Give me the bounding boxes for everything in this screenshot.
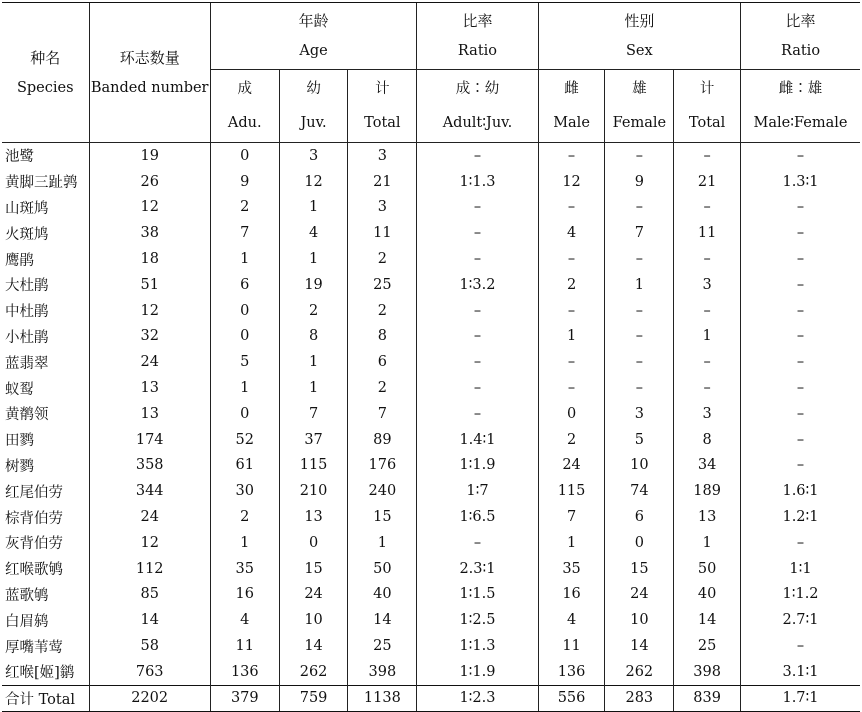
cell-male: 16	[538, 582, 605, 608]
cell-age-total: 3	[348, 195, 417, 221]
cell-sex-total: 34	[674, 453, 741, 479]
col-banded-header	[89, 3, 210, 143]
cell-age-total: 398	[348, 659, 417, 685]
cell-sex-ratio: 3.1∶1	[741, 659, 860, 685]
cell-female: –	[605, 298, 674, 324]
cell-male: 115	[538, 478, 605, 504]
cell-male: –	[538, 298, 605, 324]
cell-age-total: 240	[348, 478, 417, 504]
table-row	[2, 324, 860, 350]
cell-banded: 85	[89, 582, 210, 608]
cell-banded: 24	[89, 504, 210, 530]
cell-juv: 12	[279, 169, 348, 195]
cell-sex-total: 40	[674, 582, 741, 608]
sex-total-header-cn: 计	[674, 70, 741, 105]
cell-age-ratio: –	[417, 349, 538, 375]
table-row	[2, 298, 860, 324]
cell-adu: 61	[210, 453, 279, 479]
cell-banded: 26	[89, 169, 210, 195]
cell-banded: 51	[89, 272, 210, 298]
table-row	[2, 246, 860, 272]
cell-female: –	[605, 349, 674, 375]
cell-banded: 32	[89, 324, 210, 350]
cell-total-adu: 379	[210, 685, 279, 711]
cell-age-ratio: –	[417, 298, 538, 324]
cell-age-ratio: 2.3∶1	[417, 556, 538, 582]
cell-male: 2	[538, 272, 605, 298]
cell-sex-ratio: –	[741, 375, 860, 401]
cell-age-ratio: 1∶1.3	[417, 633, 538, 659]
cell-age-total: 1	[348, 530, 417, 556]
cell-sex-ratio: –	[741, 349, 860, 375]
age-ratio-header-en: Ratio	[457, 43, 498, 59]
table-row	[2, 349, 860, 375]
cell-sex-ratio: –	[741, 220, 860, 246]
male-female-header-en: Male∶Female	[741, 104, 860, 143]
cell-juv: 4	[279, 220, 348, 246]
cell-female: 262	[605, 659, 674, 685]
cell-age-total: 21	[348, 169, 417, 195]
table-row	[2, 530, 860, 556]
cell-male: –	[538, 143, 605, 169]
cell-age-ratio: –	[417, 401, 538, 427]
cell-adu: 0	[210, 324, 279, 350]
cell-sex-ratio: –	[741, 298, 860, 324]
cell-juv: 0	[279, 530, 348, 556]
cell-sex-ratio: –	[741, 143, 860, 169]
cell-sex-total: 14	[674, 607, 741, 633]
cell-juv: 15	[279, 556, 348, 582]
cell-male: 2	[538, 427, 605, 453]
cell-age-ratio: 1∶1.9	[417, 659, 538, 685]
cell-adu: 7	[210, 220, 279, 246]
cell-sex-ratio: –	[741, 324, 860, 350]
cell-age-ratio: –	[417, 143, 538, 169]
table-row	[2, 633, 860, 659]
cell-total-sex-ratio: 1.7∶1	[741, 685, 860, 711]
cell-adu: 4	[210, 607, 279, 633]
cell-banded: 13	[89, 401, 210, 427]
cell-species: 红喉歌鸲	[5, 562, 63, 579]
cell-sex-ratio: –	[741, 633, 860, 659]
banded-header-en: Banded number	[90, 79, 209, 96]
cell-species: 蚁䴕	[5, 381, 34, 398]
cell-male: –	[538, 246, 605, 272]
cell-sex-ratio: –	[741, 453, 860, 479]
cell-age-ratio: –	[417, 530, 538, 556]
cell-sex-ratio: 1∶1	[741, 556, 860, 582]
cell-juv: 10	[279, 607, 348, 633]
table-row	[2, 375, 860, 401]
cell-female: –	[605, 195, 674, 221]
table-row	[2, 504, 860, 530]
cell-female: –	[605, 246, 674, 272]
table-row	[2, 582, 860, 608]
cell-female: –	[605, 375, 674, 401]
cell-age-total: 14	[348, 607, 417, 633]
cell-sex-total: –	[674, 143, 741, 169]
cell-species: 大杜鹃	[5, 278, 49, 295]
cell-adu: 6	[210, 272, 279, 298]
cell-male: 4	[538, 607, 605, 633]
cell-total-male: 556	[538, 685, 605, 711]
cell-species: 红喉[姬]鹟	[5, 665, 75, 682]
cell-juv: 3	[279, 143, 348, 169]
sex-header-en: Sex	[625, 43, 653, 59]
cell-species: 蓝翡翠	[5, 355, 49, 372]
cell-banded: 58	[89, 633, 210, 659]
cell-female: 5	[605, 427, 674, 453]
cell-sex-ratio: 1.6∶1	[741, 478, 860, 504]
cell-banded: 12	[89, 530, 210, 556]
cell-female: 0	[605, 530, 674, 556]
cell-sex-total: 1	[674, 530, 741, 556]
cell-juv: 24	[279, 582, 348, 608]
cell-sex-ratio: –	[741, 246, 860, 272]
cell-banded: 24	[89, 349, 210, 375]
cell-adu: 52	[210, 427, 279, 453]
cell-adu: 0	[210, 143, 279, 169]
cell-age-total: 3	[348, 143, 417, 169]
sex-header-cn: 性别	[624, 12, 655, 30]
cell-species: 小杜鹃	[5, 329, 49, 346]
cell-banded: 19	[89, 143, 210, 169]
cell-species: 蓝歌鸲	[5, 587, 49, 604]
cell-male: –	[538, 375, 605, 401]
cell-banded: 112	[89, 556, 210, 582]
cell-banded: 18	[89, 246, 210, 272]
cell-juv: 262	[279, 659, 348, 685]
cell-total-banded: 2202	[89, 685, 210, 711]
cell-banded: 344	[89, 478, 210, 504]
cell-age-ratio: 1∶2.5	[417, 607, 538, 633]
cell-sex-total: 8	[674, 427, 741, 453]
cell-male: –	[538, 349, 605, 375]
cell-juv: 8	[279, 324, 348, 350]
sex-total-header-en: Total	[674, 104, 741, 143]
cell-age-total: 25	[348, 633, 417, 659]
banding-table	[2, 2, 860, 712]
adu-header-cn: 成	[210, 70, 279, 105]
cell-sex-total: –	[674, 349, 741, 375]
cell-adu: 5	[210, 349, 279, 375]
cell-banded: 763	[89, 659, 210, 685]
cell-adu: 1	[210, 375, 279, 401]
cell-male: 1	[538, 530, 605, 556]
cell-age-total: 11	[348, 220, 417, 246]
cell-age-total: 50	[348, 556, 417, 582]
cell-sex-total: 3	[674, 272, 741, 298]
cell-male: 4	[538, 220, 605, 246]
cell-species: 白眉鸫	[5, 613, 49, 630]
table-row	[2, 143, 860, 169]
cell-juv: 13	[279, 504, 348, 530]
cell-sex-total: –	[674, 298, 741, 324]
cell-sex-total: 3	[674, 401, 741, 427]
table-row	[2, 607, 860, 633]
cell-male: –	[538, 195, 605, 221]
species-header-cn: 种名	[30, 48, 61, 67]
cell-male: 0	[538, 401, 605, 427]
cell-age-ratio: 1∶7	[417, 478, 538, 504]
cell-sex-ratio: –	[741, 530, 860, 556]
sex-ratio-header-en: Ratio	[780, 43, 821, 59]
col-age-ratio-header	[417, 3, 538, 70]
male-header-cn: 雌	[538, 70, 605, 105]
cell-sex-total: 11	[674, 220, 741, 246]
table-row	[2, 427, 860, 453]
cell-sex-ratio: 1.2∶1	[741, 504, 860, 530]
cell-age-total: 7	[348, 401, 417, 427]
sex-ratio-header-cn: 比率	[785, 12, 816, 30]
cell-total-female: 283	[605, 685, 674, 711]
cell-male: 136	[538, 659, 605, 685]
cell-female: 1	[605, 272, 674, 298]
cell-species: 树鹨	[5, 458, 34, 475]
table-row	[2, 659, 860, 685]
col-sex-ratio-header	[741, 3, 860, 70]
cell-sex-total: –	[674, 246, 741, 272]
cell-age-total: 2	[348, 375, 417, 401]
cell-adu: 35	[210, 556, 279, 582]
cell-sex-total: 189	[674, 478, 741, 504]
cell-age-total: 8	[348, 324, 417, 350]
cell-banded: 14	[89, 607, 210, 633]
cell-sex-total: –	[674, 375, 741, 401]
cell-adu: 136	[210, 659, 279, 685]
col-sex-header	[538, 3, 740, 70]
cell-age-ratio: 1.4∶1	[417, 427, 538, 453]
age-total-header-cn: 计	[348, 70, 417, 105]
cell-juv: 1	[279, 375, 348, 401]
cell-female: 74	[605, 478, 674, 504]
table-row	[2, 220, 860, 246]
cell-age-ratio: 1∶6.5	[417, 504, 538, 530]
cell-female: 9	[605, 169, 674, 195]
cell-sex-total: 1	[674, 324, 741, 350]
cell-banded: 13	[89, 375, 210, 401]
cell-juv: 115	[279, 453, 348, 479]
cell-juv: 1	[279, 246, 348, 272]
cell-species: 中杜鹃	[5, 304, 49, 321]
banded-header-cn: 环志数量	[119, 48, 180, 67]
cell-adu: 2	[210, 504, 279, 530]
cell-male: 7	[538, 504, 605, 530]
cell-female: –	[605, 143, 674, 169]
cell-age-ratio: 1∶1.9	[417, 453, 538, 479]
cell-age-ratio: –	[417, 246, 538, 272]
adu-header-en: Adu.	[210, 104, 279, 143]
cell-banded: 12	[89, 298, 210, 324]
cell-total-age-total: 1138	[348, 685, 417, 711]
cell-age-ratio: 1∶1.3	[417, 169, 538, 195]
age-ratio-header-cn: 比率	[462, 12, 493, 30]
cell-female: 3	[605, 401, 674, 427]
male-female-header-cn: 雌∶雄	[741, 70, 860, 105]
cell-adu: 2	[210, 195, 279, 221]
cell-sex-ratio: –	[741, 427, 860, 453]
cell-juv: 19	[279, 272, 348, 298]
female-header-en: Female	[605, 104, 674, 143]
cell-age-total: 176	[348, 453, 417, 479]
col-age-header	[210, 3, 416, 70]
cell-juv: 7	[279, 401, 348, 427]
cell-age-ratio: –	[417, 195, 538, 221]
cell-sex-total: 13	[674, 504, 741, 530]
cell-total-sex-total: 839	[674, 685, 741, 711]
cell-sex-total: –	[674, 195, 741, 221]
age-header-en: Age	[299, 43, 328, 59]
cell-species: 火斑鸠	[5, 226, 49, 243]
cell-age-ratio: –	[417, 220, 538, 246]
cell-juv: 14	[279, 633, 348, 659]
cell-banded: 358	[89, 453, 210, 479]
cell-species: 黄脚三趾鹑	[5, 175, 78, 192]
cell-sex-ratio: –	[741, 195, 860, 221]
cell-banded: 38	[89, 220, 210, 246]
cell-adu: 11	[210, 633, 279, 659]
juv-header-cn: 幼	[279, 70, 348, 105]
cell-female: 10	[605, 453, 674, 479]
cell-age-ratio: –	[417, 324, 538, 350]
adult-juv-header-en: Adult∶Juv.	[417, 104, 538, 143]
cell-species: 灰背伯劳	[5, 536, 63, 553]
cell-juv: 2	[279, 298, 348, 324]
cell-adu: 30	[210, 478, 279, 504]
cell-sex-ratio: 1∶1.2	[741, 582, 860, 608]
cell-female: –	[605, 324, 674, 350]
cell-sex-ratio: –	[741, 401, 860, 427]
cell-juv: 210	[279, 478, 348, 504]
cell-age-total: 25	[348, 272, 417, 298]
juv-header-en: Juv.	[279, 104, 348, 143]
table-body	[2, 143, 860, 712]
age-header-cn: 年龄	[298, 12, 329, 30]
cell-age-ratio: 1∶1.5	[417, 582, 538, 608]
cell-adu: 0	[210, 298, 279, 324]
cell-species: 鹰鹃	[5, 252, 34, 269]
table-row	[2, 401, 860, 427]
table-row	[2, 556, 860, 582]
cell-age-total: 40	[348, 582, 417, 608]
cell-male: 24	[538, 453, 605, 479]
cell-female: 14	[605, 633, 674, 659]
table-row	[2, 453, 860, 479]
cell-sex-total: 398	[674, 659, 741, 685]
cell-male: 12	[538, 169, 605, 195]
cell-species: 池鹭	[5, 149, 34, 166]
cell-juv: 1	[279, 195, 348, 221]
cell-age-ratio: 1∶3.2	[417, 272, 538, 298]
cell-adu: 1	[210, 246, 279, 272]
cell-species: 黄鹡领	[5, 407, 49, 424]
cell-adu: 9	[210, 169, 279, 195]
cell-species: 红尾伯劳	[5, 484, 63, 501]
table-row	[2, 169, 860, 195]
cell-age-total: 15	[348, 504, 417, 530]
cell-female: 15	[605, 556, 674, 582]
cell-adu: 0	[210, 401, 279, 427]
table-row	[2, 478, 860, 504]
cell-adu: 16	[210, 582, 279, 608]
cell-species: 田鹨	[5, 433, 34, 450]
cell-female: 7	[605, 220, 674, 246]
age-total-header-en: Total	[348, 104, 417, 143]
cell-juv: 37	[279, 427, 348, 453]
cell-male: 1	[538, 324, 605, 350]
cell-total-label: 合计 Total	[2, 685, 89, 711]
cell-sex-total: 21	[674, 169, 741, 195]
cell-female: 10	[605, 607, 674, 633]
cell-species: 厚嘴苇莺	[5, 639, 63, 656]
cell-adu: 1	[210, 530, 279, 556]
cell-age-total: 6	[348, 349, 417, 375]
cell-age-total: 89	[348, 427, 417, 453]
cell-sex-ratio: –	[741, 272, 860, 298]
female-header-cn: 雄	[605, 70, 674, 105]
cell-banded: 174	[89, 427, 210, 453]
adult-juv-header-cn: 成∶幼	[417, 70, 538, 105]
male-header-en: Male	[538, 104, 605, 143]
cell-sex-total: 50	[674, 556, 741, 582]
col-species-header	[2, 3, 89, 143]
cell-age-ratio: –	[417, 375, 538, 401]
cell-species: 棕背伯劳	[5, 510, 63, 527]
cell-female: 24	[605, 582, 674, 608]
cell-age-total: 2	[348, 246, 417, 272]
cell-female: 6	[605, 504, 674, 530]
cell-sex-ratio: 2.7∶1	[741, 607, 860, 633]
cell-total-juv: 759	[279, 685, 348, 711]
cell-male: 11	[538, 633, 605, 659]
cell-juv: 1	[279, 349, 348, 375]
total-row	[2, 685, 860, 711]
cell-banded: 12	[89, 195, 210, 221]
table-row	[2, 195, 860, 221]
cell-age-total: 2	[348, 298, 417, 324]
cell-sex-ratio: 1.3∶1	[741, 169, 860, 195]
cell-male: 35	[538, 556, 605, 582]
cell-total-age-ratio: 1∶2.3	[417, 685, 538, 711]
cell-species: 山斑鸠	[5, 200, 49, 217]
species-header-en: Species	[16, 79, 74, 96]
table-row	[2, 272, 860, 298]
cell-sex-total: 25	[674, 633, 741, 659]
